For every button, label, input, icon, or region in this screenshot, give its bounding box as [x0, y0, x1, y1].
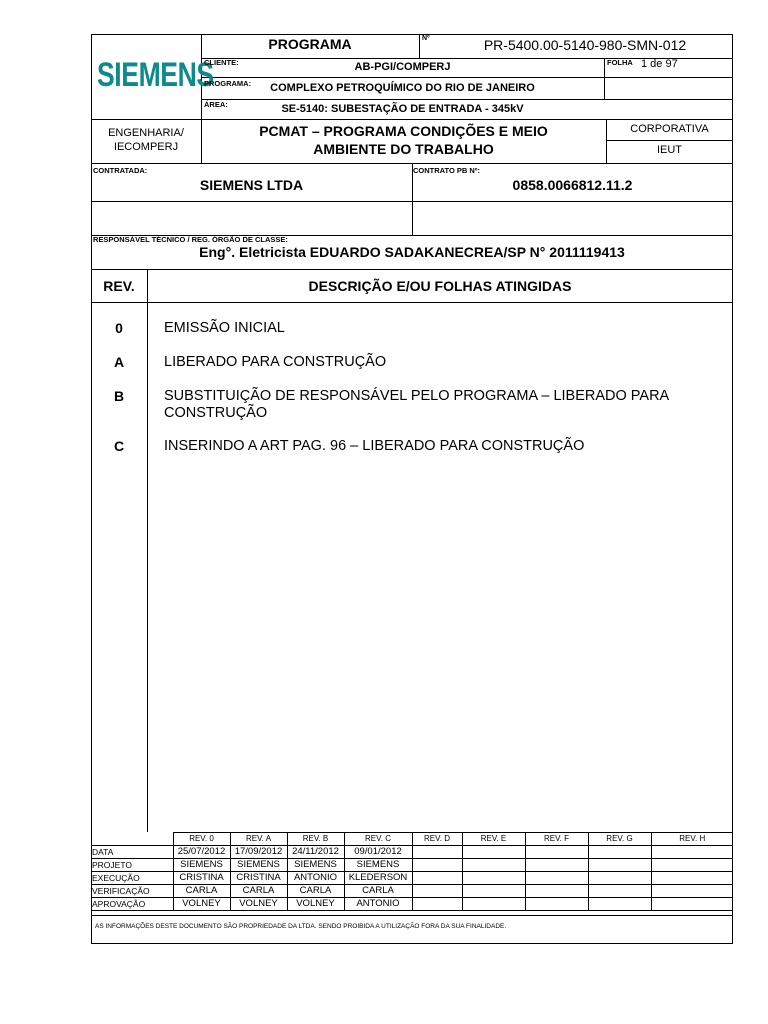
table-cell: 24/11/2012 [287, 846, 344, 859]
divider [147, 269, 148, 832]
table-cell [525, 859, 588, 872]
table-cell [525, 898, 588, 911]
divider [606, 140, 733, 141]
cliente-value: AB-PGI/COMPERJ [354, 61, 451, 73]
divider [201, 99, 733, 100]
table-cell [651, 885, 733, 898]
table-cell [525, 885, 588, 898]
table-column-header: REV. F [525, 833, 588, 846]
divider [604, 58, 605, 99]
table-cell: CARLA [287, 885, 344, 898]
table-cell [588, 898, 651, 911]
table-column-header: REV. A [230, 833, 287, 846]
doc-title-line-2: AMBIENTE DO TRABALHO [313, 141, 494, 157]
table-header-spacer [91, 833, 173, 846]
table-cell: VOLNEY [173, 898, 230, 911]
divider [419, 34, 420, 58]
folha-label: FOLHA [607, 58, 633, 67]
table-row [91, 898, 733, 911]
table-cell: CRISTINA [230, 872, 287, 885]
programa-value: COMPLEXO PETROQUÍMICO DO RIO DE JANEIRO [270, 82, 535, 94]
table-column-header: REV. C [344, 833, 412, 846]
table-cell [412, 846, 462, 859]
dept-line-1: ENGENHARIA/ [108, 127, 184, 139]
table-row-label: VERIFICAÇÃO [91, 885, 173, 898]
table-cell [588, 872, 651, 885]
revision-code: A [113, 354, 125, 370]
table-cell [588, 846, 651, 859]
revision-description: INSERINDO A ART PAG. 96 – LIBERADO PARA CONSTRUÇÃO [164, 438, 585, 454]
table-row [91, 885, 733, 898]
table-cell: KLEDERSON [344, 872, 412, 885]
table-cell [412, 885, 462, 898]
table-column-header: REV. 0 [173, 833, 230, 846]
table-cell [462, 885, 525, 898]
cliente-label: CLIENTE: [204, 58, 239, 67]
divider [91, 119, 733, 120]
contrato-value: 0858.0066812.11.2 [512, 177, 633, 193]
table-column-header: REV. E [462, 833, 525, 846]
revision-description: EMISSÃO INICIAL [164, 320, 285, 336]
header-title: PROGRAMA [268, 36, 352, 52]
table-cell: SIEMENS [287, 859, 344, 872]
document-number: PR-5400.00-5140-980-SMN-012 [483, 37, 687, 53]
contratada-label: CONTRATADA: [93, 166, 148, 175]
area-label: ÁREA: [204, 100, 228, 109]
table-row-label: PROJETO [91, 859, 173, 872]
table-column-header: REV. H [651, 833, 733, 846]
table-row-label: APROVAÇÃO [91, 898, 173, 911]
table-cell: CARLA [344, 885, 412, 898]
table-cell [462, 898, 525, 911]
table-cell: 17/09/2012 [230, 846, 287, 859]
revision-code: C [113, 438, 125, 454]
table-cell: SIEMENS [230, 859, 287, 872]
table-column-header: REV. B [287, 833, 344, 846]
revision-code: B [113, 388, 125, 404]
table-column-header: REV. D [412, 833, 462, 846]
siemens-logo: SIEMENS [97, 56, 214, 94]
table-cell: ANTONIO [344, 898, 412, 911]
doc-title-line-1: PCMAT – PROGRAMA CONDIÇÕES E MEIO [259, 123, 548, 139]
description-column-header: DESCRIÇÃO E/OU FOLHAS ATINGIDAS [308, 278, 572, 294]
ieut-label: IEUT [656, 144, 683, 156]
table-cell: 09/01/2012 [344, 846, 412, 859]
table-cell [651, 859, 733, 872]
responsavel-value: Eng°. Eletricista EDUARDO SADAKANECREA/SP N° 2011119413 [199, 244, 625, 260]
table-cell [525, 872, 588, 885]
table-cell: SIEMENS [344, 859, 412, 872]
table-cell [462, 859, 525, 872]
table-cell [462, 872, 525, 885]
table-header-row [91, 833, 733, 846]
rev-column-header: REV. [103, 278, 135, 294]
table-row-label: EXECUÇÃO [91, 872, 173, 885]
table-cell [462, 846, 525, 859]
table-row-label: DATA [91, 846, 173, 859]
table-cell: VOLNEY [287, 898, 344, 911]
table-cell: CARLA [173, 885, 230, 898]
table-cell: SIEMENS [173, 859, 230, 872]
approval-table [91, 832, 733, 911]
table-cell [588, 885, 651, 898]
table-row [91, 859, 733, 872]
revision-description: SUBSTITUIÇÃO DE RESPONSÁVEL PELO PROGRAMA – LIBERADO PARA CONSTRUÇÃO [164, 388, 669, 421]
dept-line-2: IECOMPERJ [113, 141, 179, 153]
table-cell: VOLNEY [230, 898, 287, 911]
revision-description: LIBERADO PARA CONSTRUÇÃO [164, 354, 387, 370]
revision-code: 0 [115, 320, 123, 336]
table-cell: CARLA [230, 885, 287, 898]
table-cell [525, 846, 588, 859]
corporativa-label: CORPORATIVA [630, 123, 709, 135]
divider [91, 269, 733, 270]
area-value: SE-5140: SUBESTAÇÃO DE ENTRADA - 345kV [281, 103, 524, 115]
contrato-label: CONTRATO PB Nº: [413, 166, 481, 175]
folha-value: 1 de 97 [641, 58, 678, 70]
table-cell [651, 872, 733, 885]
table-row [91, 846, 733, 859]
table-cell [412, 898, 462, 911]
table-cell [412, 872, 462, 885]
table-cell: 25/07/2012 [173, 846, 230, 859]
table-cell [651, 898, 733, 911]
contratada-value: SIEMENS LTDA [199, 177, 304, 193]
table-row [91, 872, 733, 885]
divider [91, 915, 733, 916]
disclaimer: AS INFORMAÇÕES DESTE DOCUMENTO SÃO PROPRIEDADE DA LTDA. SENDO PROIBIDA A UTILIZAÇÃO FORA DA SUA FINALIDADE. [95, 923, 507, 930]
table-cell: CRISTINA [173, 872, 230, 885]
table-cell: ANTONIO [287, 872, 344, 885]
table-cell [651, 846, 733, 859]
numero-label: Nº [422, 35, 430, 42]
table-column-header: REV. G [588, 833, 651, 846]
divider [201, 77, 733, 78]
table-cell [588, 859, 651, 872]
table-cell [412, 859, 462, 872]
divider [91, 302, 733, 303]
responsavel-label: RESPONSÁVEL TÉCNICO / REG. ÓRGÃO DE CLASSE: [93, 235, 288, 244]
programa-label: PROGRAMA: [204, 79, 252, 88]
